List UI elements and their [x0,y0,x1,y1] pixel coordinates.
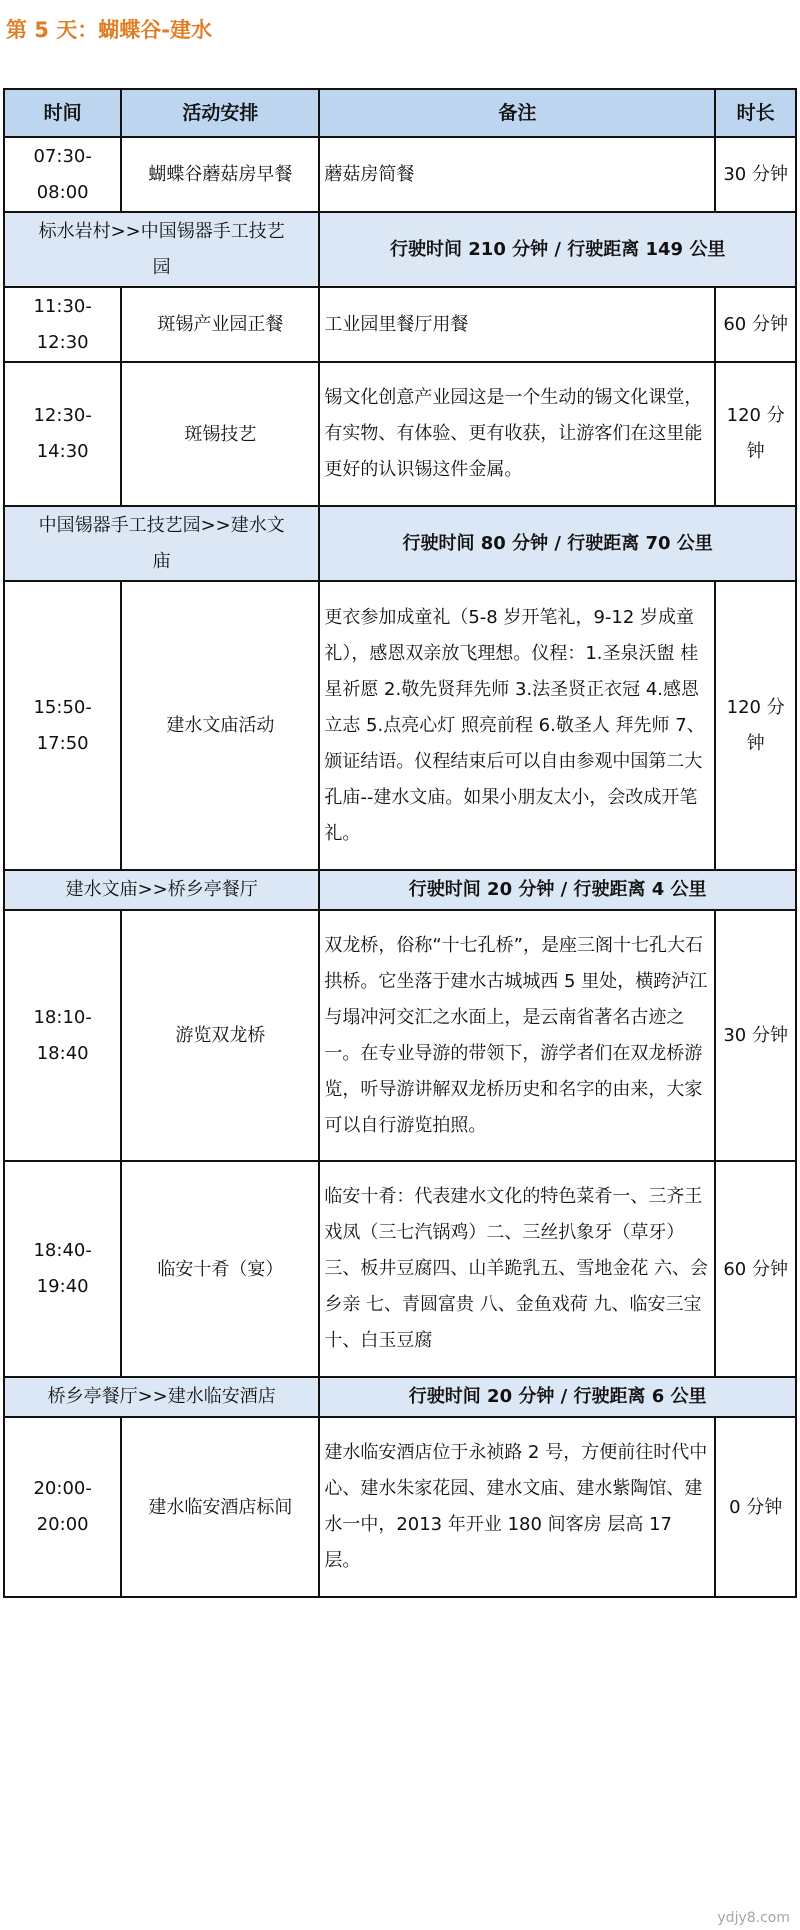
duration-cell: 120 分 钟 [715,362,796,506]
duration-cell: 60 分钟 [715,1161,796,1377]
time-cell: 18:10- 18:40 [4,910,121,1161]
activity-cell: 建水临安酒店标间 [121,1417,319,1597]
header-activity: 活动安排 [121,89,319,137]
time-cell: 20:00- 20:00 [4,1417,121,1597]
time-cell: 15:50- 17:50 [4,581,121,870]
activity-cell: 游览双龙桥 [121,910,319,1161]
header-duration: 时长 [715,89,796,137]
note-cell: 工业园里餐厅用餐 [319,287,715,362]
time-cell: 07:30- 08:00 [4,137,121,212]
day-title: 第 5 天：蝴蝶谷-建水 [6,18,212,42]
note-cell: 更衣参加成童礼（5-8 岁开笔礼，9-12 岁成童礼），感恩双亲放飞理想。仪程：1.圣泉沃盥 桂星祈愿 2.敬先贤拜先师 3.法圣贤正衣冠 4.感恩立志 5.点亮心灯 照亮前程 6.敬圣人 拜先师 7、颁证结语。仪程结束后可以自由参观中国第二大孔庙--建水文庙。如果小朋友太小，会改成开笔礼。 [319,581,715,870]
note-cell: 临安十肴：代表建水文化的特色菜肴一、三齐王戏凤（三七汽锅鸡）二、三丝扒象牙（草牙）三、板井豆腐四、山羊跪乳五、雪地金花 六、会乡亲 七、青圆富贵 八、金鱼戏荷 九、临安三宝 十、白玉豆腐 [319,1161,715,1377]
activity-cell: 斑锡技艺 [121,362,319,506]
drive-info-cell: 行驶时间 210 分钟 / 行驶距离 149 公里 [319,212,796,287]
table-row [4,137,796,212]
table-row [4,362,796,506]
note-cell: 蘑菇房简餐 [319,137,715,212]
transit-row [4,1377,796,1417]
schedule-table [3,88,797,1598]
route-cell: 中国锡器手工技艺园>>建水文 庙 [4,506,319,581]
header-note: 备注 [319,89,715,137]
activity-cell: 蝴蝶谷蘑菇房早餐 [121,137,319,212]
duration-cell: 0 分钟 [715,1417,796,1597]
duration-cell: 120 分 钟 [715,581,796,870]
time-cell: 18:40- 19:40 [4,1161,121,1377]
table-row [4,581,796,870]
time-cell: 11:30- 12:30 [4,287,121,362]
activity-cell: 建水文庙活动 [121,581,319,870]
table-row [4,1161,796,1377]
note-cell: 建水临安酒店位于永祯路 2 号，方便前往时代中心、建水朱家花园、建水文庙、建水紫陶馆、建水一中，2013 年开业 180 间客房 层高 17 层。 [319,1417,715,1597]
duration-cell: 30 分钟 [715,910,796,1161]
table-row [4,287,796,362]
note-cell: 锡文化创意产业园这是一个生动的锡文化课堂，有实物、有体验、更有收获，让游客们在这里能更好的认识锡这件金属。 [319,362,715,506]
header-time: 时间 [4,89,121,137]
watermark: ydjy8.com [717,1910,790,1926]
transit-row [4,506,796,581]
header-row [4,89,796,137]
activity-cell: 临安十肴（宴） [121,1161,319,1377]
route-cell: 桥乡亭餐厅>>建水临安酒店 [4,1377,319,1417]
duration-cell: 60 分钟 [715,287,796,362]
note-cell: 双龙桥，俗称“十七孔桥”，是座三阁十七孔大石拱桥。它坐落于建水古城城西 5 里处，横跨泸江与塌冲河交汇之水面上，是云南省著名古迹之一。在专业导游的带领下，游学者们在双龙桥游览，听导游讲解双龙桥历史和名字的由来，大家可以自行游览拍照。 [319,910,715,1161]
table-row [4,910,796,1161]
activity-cell: 斑锡产业园正餐 [121,287,319,362]
duration-cell: 30 分钟 [715,137,796,212]
table-row [4,1417,796,1597]
transit-row [4,212,796,287]
transit-row [4,870,796,910]
drive-info-cell: 行驶时间 20 分钟 / 行驶距离 6 公里 [319,1377,796,1417]
drive-info-cell: 行驶时间 20 分钟 / 行驶距离 4 公里 [319,870,796,910]
route-cell: 标水岩村>>中国锡器手工技艺 园 [4,212,319,287]
drive-info-cell: 行驶时间 80 分钟 / 行驶距离 70 公里 [319,506,796,581]
time-cell: 12:30- 14:30 [4,362,121,506]
route-cell: 建水文庙>>桥乡亭餐厅 [4,870,319,910]
